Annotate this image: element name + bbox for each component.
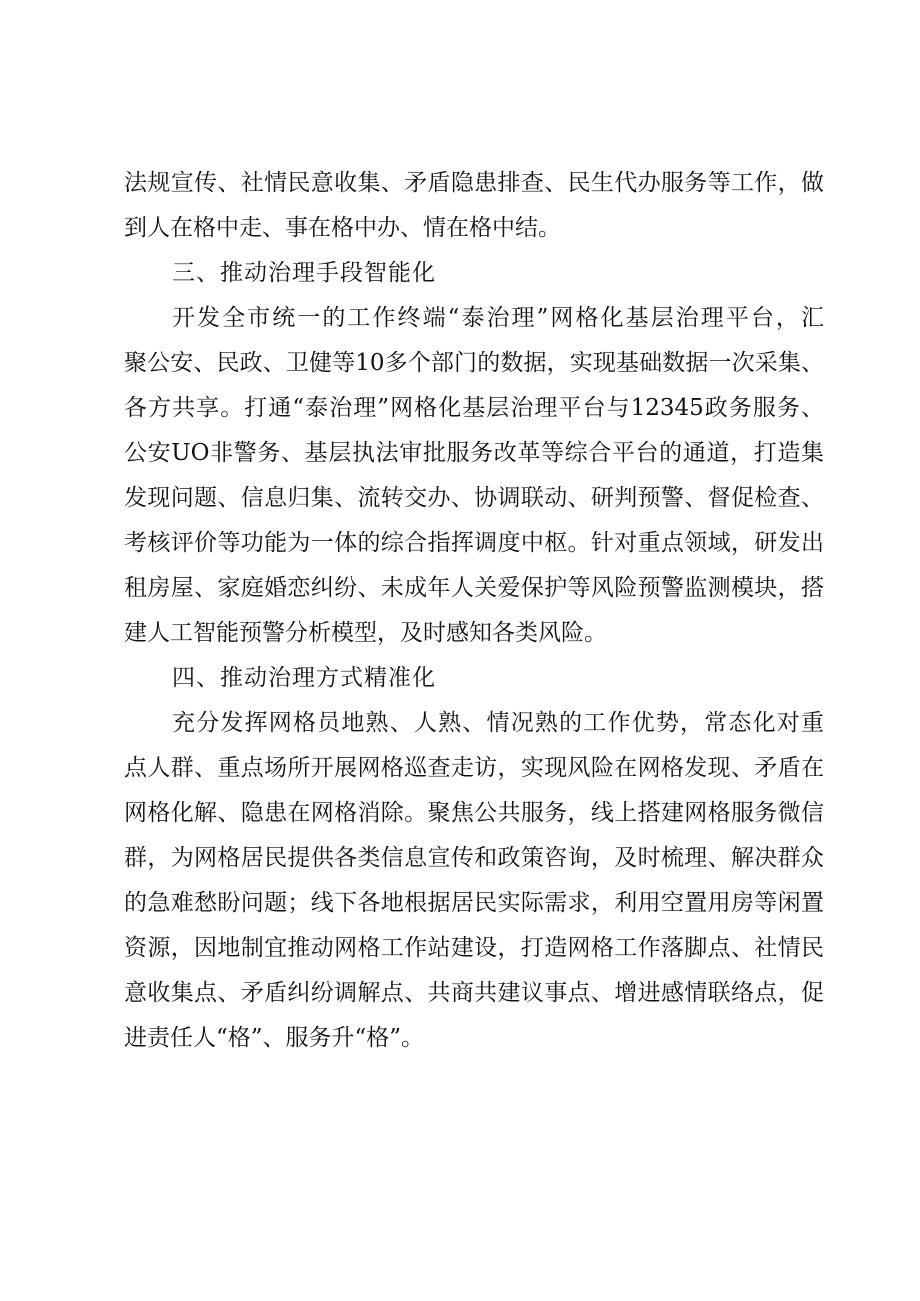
paragraph-line: 到人在格中走、事在格中办、情在格中结。: [124, 215, 561, 241]
paragraph-line: 考核评价等功能为一体的综合指挥调度中枢。针对重点领域，研发出: [124, 530, 824, 556]
paragraph-line: 意收集点、矛盾纠纷调解点、共商共建议事点、增进感情联络点，促: [124, 980, 824, 1006]
section-heading-3: 三、推动治理手段智能化: [172, 260, 436, 286]
paragraph-line: 建人工智能预警分析模型，及时感知各类风险。: [124, 620, 607, 646]
paragraph-line: 租房屋、家庭婚恋纠纷、未成年人关爱保护等风险预警监测模块，搭: [124, 575, 824, 601]
paragraph-line: 进责任人“格”、服务升“格”。: [124, 1025, 425, 1051]
section-heading-4: 四、推动治理方式精准化: [172, 665, 436, 691]
paragraph-line: 公安UO非警务、基层执法审批服务改革等综合平台的通道，打造集: [124, 440, 824, 466]
paragraph-line: 网格化解、隐患在网格消除。聚焦公共服务，线上搭建网格服务微信: [124, 800, 824, 826]
paragraph-line: 充分发挥网格员地熟、人熟、情况熟的工作优势，常态化对重: [172, 710, 824, 736]
paragraph-line: 发现问题、信息归集、流转交办、协调联动、研判预警、督促检查、: [124, 485, 824, 511]
paragraph-line: 点人群、重点场所开展网格巡查走访，实现风险在网格发现、矛盾在: [124, 755, 824, 781]
paragraph-line: 资源，因地制宜推动网格工作站建设，打造网格工作落脚点、社情民: [124, 935, 824, 961]
paragraph-line: 法规宣传、社情民意收集、矛盾隐患排查、民生代办服务等工作，做: [124, 170, 824, 196]
paragraph-line: 聚公安、民政、卫健等10多个部门的数据，实现基础数据一次采集、: [124, 350, 824, 376]
paragraph-line: 群，为网格居民提供各类信息宣传和政策咨询，及时梳理、解决群众: [124, 845, 824, 871]
paragraph-line: 的急难愁盼问题；线下各地根据居民实际需求，利用空置用房等闲置: [124, 890, 824, 916]
paragraph-line: 开发全市统一的工作终端“泰治理”网格化基层治理平台，汇: [172, 305, 824, 331]
paragraph-line: 各方共享。打通“泰治理”网格化基层治理平台与12345政务服务、: [124, 395, 824, 421]
